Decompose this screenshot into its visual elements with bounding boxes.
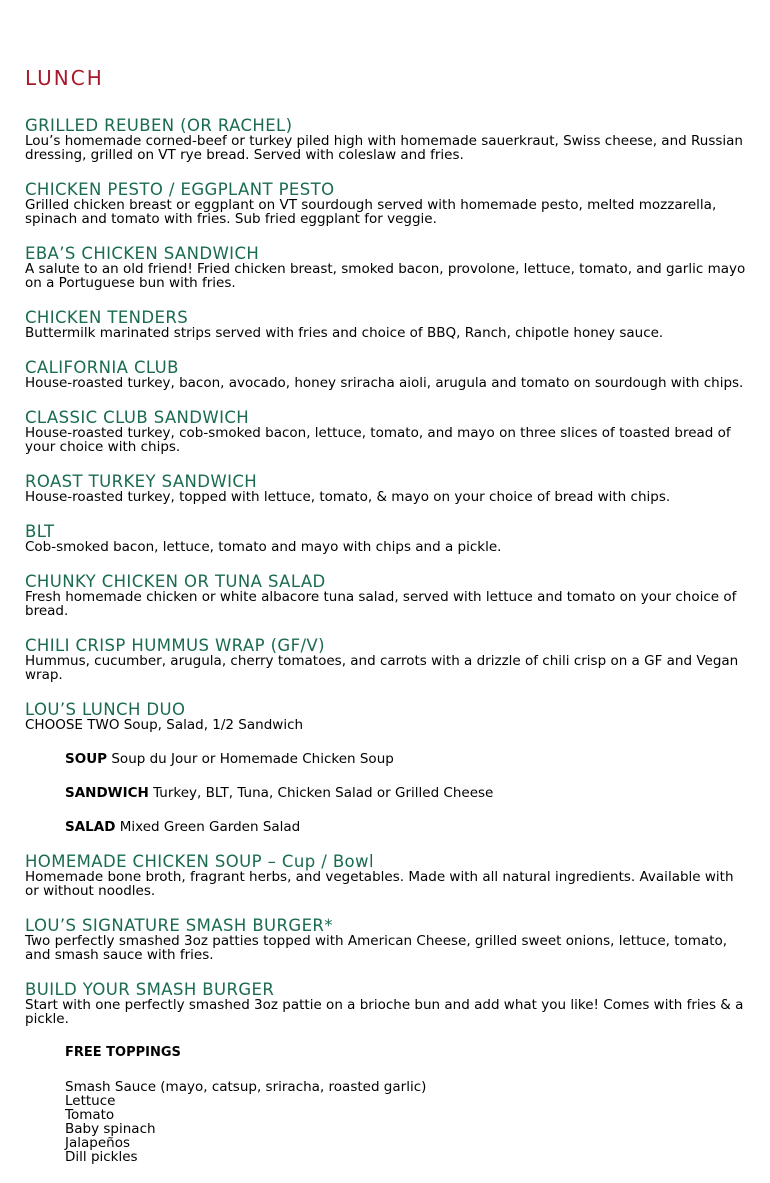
toppings-list — [65, 1080, 750, 1164]
item-title: GRILLED REUBEN (OR RACHEL) — [25, 116, 293, 135]
duo-option — [65, 820, 750, 834]
topping-item: Smash Sauce (mayo, catsup, sriracha, roasted garlic) — [65, 1079, 427, 1095]
item-description: House-roasted turkey, bacon, avocado, honey sriracha aioli, arugula and tomato on sourdough with chips. — [25, 375, 744, 391]
duo-option — [65, 752, 750, 766]
item-description: House-roasted turkey, cob-smoked bacon, lettuce, tomato, and mayo on three slices of toasted bread of your choice with chips. — [25, 425, 731, 455]
item-title: LOU’S LUNCH DUO — [25, 700, 186, 719]
item-description: Cob-smoked bacon, lettuce, tomato and mayo with chips and a pickle. — [25, 539, 502, 555]
menu-item — [25, 917, 750, 962]
item-title: HOMEMADE CHICKEN SOUP – Cup / Bowl — [25, 852, 374, 871]
item-description: Lou’s homemade corned-beef or turkey piled high with homemade sauerkraut, Swiss cheese, and Russian dressing, grilled on VT rye bread. Served with coleslaw and fries. — [25, 133, 743, 163]
item-title: LOU’S SIGNATURE SMASH BURGER* — [25, 916, 333, 935]
duo-option-label: SALAD — [65, 819, 116, 835]
item-title: CHILI CRISP HUMMUS WRAP (GF/V) — [25, 636, 325, 655]
item-title: CLASSIC CLUB SANDWICH — [25, 408, 250, 427]
menu-items — [25, 117, 750, 1183]
menu-item — [25, 309, 750, 340]
menu-item — [25, 359, 750, 390]
topping-item: Jalapeños — [65, 1135, 131, 1151]
menu-item-build-burger — [25, 981, 750, 1164]
duo-option-text: Soup du Jour or Homemade Chicken Soup — [111, 751, 394, 767]
duo-option — [65, 786, 750, 800]
menu-item — [25, 473, 750, 504]
topping-item: Tomato — [65, 1107, 115, 1123]
menu-item — [25, 637, 750, 682]
menu-item-lunch-duo — [25, 701, 750, 834]
item-title: ROAST TURKEY SANDWICH — [25, 472, 258, 491]
duo-option-label: SOUP — [65, 751, 108, 767]
menu-item — [25, 245, 750, 290]
item-title: CHICKEN TENDERS — [25, 308, 189, 327]
item-description: Homemade bone broth, fragrant herbs, and vegetables. Made with all natural ingredients. Available with or without noodles. — [25, 869, 734, 899]
item-description: Two perfectly smashed 3oz patties topped with American Cheese, grilled sweet onions, lettuce, tomato, and smash sauce with fries. — [25, 933, 728, 963]
menu-item — [25, 523, 750, 554]
item-description: House-roasted turkey, topped with lettuce, tomato, & mayo on your choice of bread with chips. — [25, 489, 671, 505]
menu-item — [25, 181, 750, 226]
menu-item — [25, 573, 750, 618]
duo-option-text: Mixed Green Garden Salad — [119, 819, 301, 835]
section-title: LUNCH — [25, 66, 104, 90]
item-description: CHOOSE TWO Soup, Salad, 1/2 Sandwich — [25, 717, 304, 733]
topping-item: Lettuce — [65, 1093, 116, 1109]
topping-item: Dill pickles — [65, 1149, 138, 1165]
item-title: EBA’S CHICKEN SANDWICH — [25, 244, 260, 263]
item-title: CALIFORNIA CLUB — [25, 358, 179, 377]
duo-option-label: SANDWICH — [65, 785, 149, 801]
topping-item: Baby spinach — [65, 1121, 156, 1137]
item-title: CHICKEN PESTO / EGGPLANT PESTO — [25, 180, 335, 199]
item-description: Grilled chicken breast or eggplant on VT sourdough served with homemade pesto, melted mozzarella, spinach and tomato with fries. Sub fried eggplant for veggie. — [25, 197, 717, 227]
item-title: BUILD YOUR SMASH BURGER — [25, 980, 275, 999]
menu-item — [25, 117, 750, 162]
item-description: Start with one perfectly smashed 3oz pattie on a brioche bun and add what you like! Comes with fries & a pickle. — [25, 997, 744, 1027]
item-title: BLT — [25, 522, 55, 541]
duo-option-text: Turkey, BLT, Tuna, Chicken Salad or Grilled Cheese — [153, 785, 494, 801]
item-title: CHUNKY CHICKEN OR TUNA SALAD — [25, 572, 326, 591]
item-description: A salute to an old friend! Fried chicken breast, smoked bacon, provolone, lettuce, tomato, and garlic mayo on a Portuguese bun with fries. — [25, 261, 746, 291]
item-description: Buttermilk marinated strips served with fries and choice of BBQ, Ranch, chipotle honey sauce. — [25, 325, 664, 341]
menu-item — [25, 853, 750, 898]
item-description: Fresh homemade chicken or white albacore tuna salad, served with lettuce and tomato on your choice of bread. — [25, 589, 737, 619]
free-toppings-heading: FREE TOPPINGS — [65, 1045, 181, 1060]
menu-item — [25, 409, 750, 454]
item-description: Hummus, cucumber, arugula, cherry tomatoes, and carrots with a drizzle of chili crisp on a GF and Vegan wrap. — [25, 653, 739, 683]
